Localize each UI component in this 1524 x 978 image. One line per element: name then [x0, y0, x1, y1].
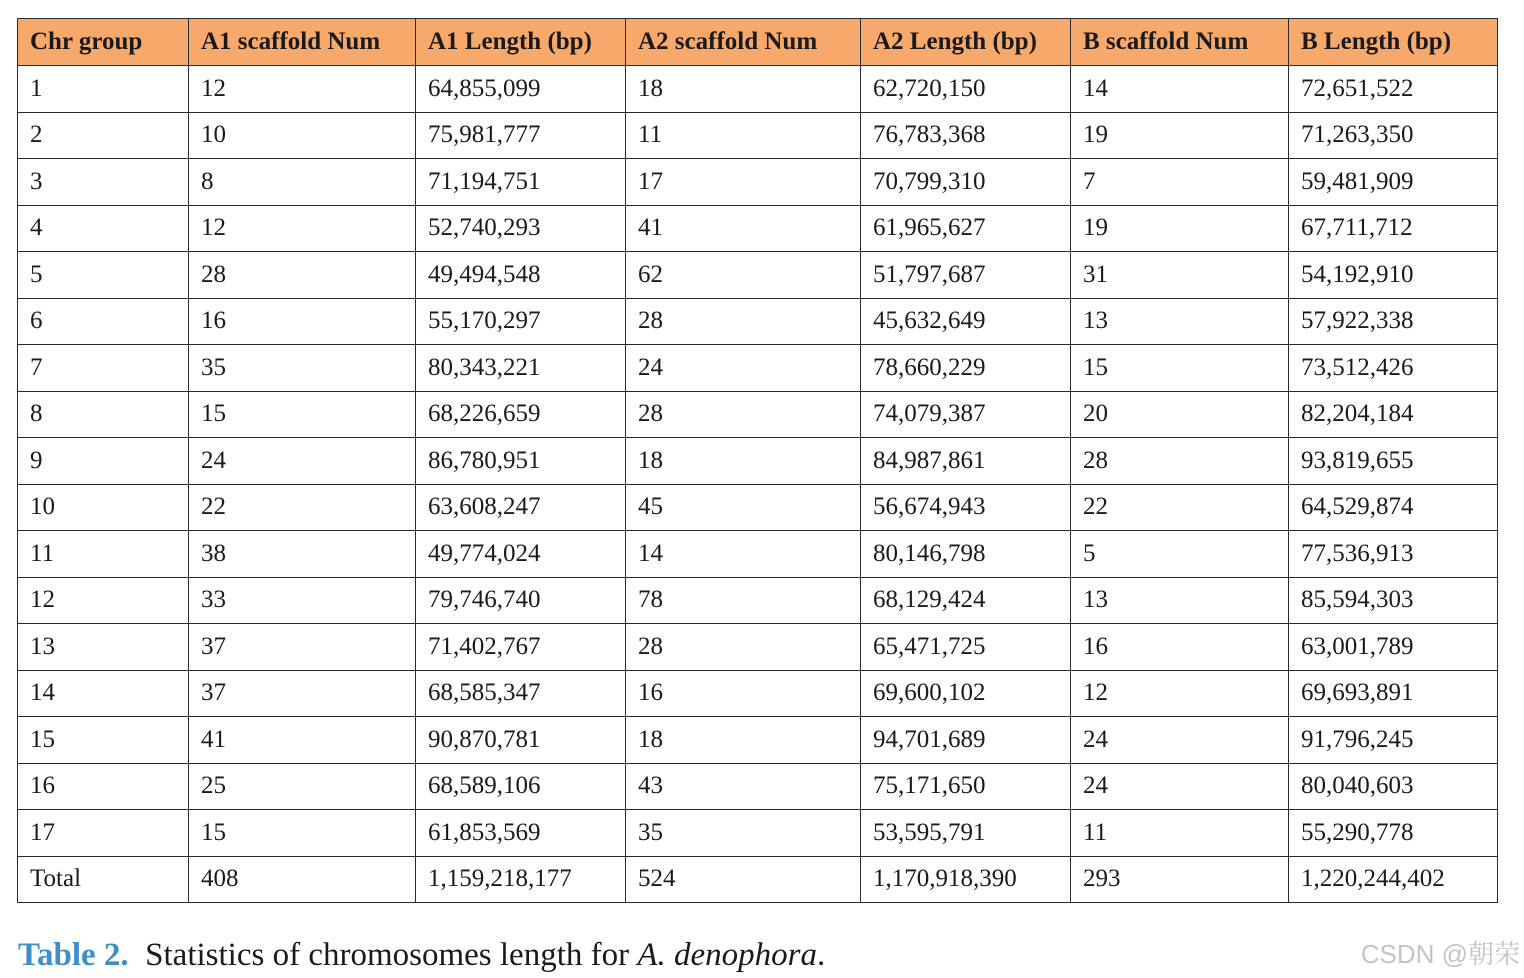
table-row [18, 577, 1498, 624]
table-cell: 45,632,649 [861, 298, 1071, 345]
table-row [18, 624, 1498, 671]
total-row [18, 856, 1498, 903]
table-cell: 25 [189, 763, 416, 810]
table-cell: 24 [189, 438, 416, 485]
table-cell: 94,701,689 [861, 717, 1071, 764]
table-cell: 57,922,338 [1289, 298, 1498, 345]
table-cell: 54,192,910 [1289, 252, 1498, 299]
table-cell: 85,594,303 [1289, 577, 1498, 624]
table-cell: 11 [626, 112, 861, 159]
table-cell: 37 [189, 624, 416, 671]
table-cell: 68,585,347 [416, 670, 626, 717]
table-cell: 1,159,218,177 [416, 856, 626, 903]
table-cell: 28 [626, 391, 861, 438]
table-row [18, 438, 1498, 485]
table-cell: 49,774,024 [416, 531, 626, 578]
table-cell: 78,660,229 [861, 345, 1071, 392]
table-cell: 14 [18, 670, 189, 717]
table-cell: 65,471,725 [861, 624, 1071, 671]
table-cell: 17 [18, 810, 189, 857]
table-cell: 84,987,861 [861, 438, 1071, 485]
table-cell: 62,720,150 [861, 66, 1071, 113]
table-cell: 6 [18, 298, 189, 345]
table-cell: 80,146,798 [861, 531, 1071, 578]
table-cell: 13 [1071, 577, 1289, 624]
table-row [18, 391, 1498, 438]
table-cell: 55,290,778 [1289, 810, 1498, 857]
table-cell: 80,040,603 [1289, 763, 1498, 810]
table-cell: 35 [626, 810, 861, 857]
table-cell: 12 [189, 205, 416, 252]
table-cell: 9 [18, 438, 189, 485]
table-row [18, 763, 1498, 810]
table-cell: 59,481,909 [1289, 159, 1498, 206]
table-cell: 28 [626, 298, 861, 345]
table-cell: 64,529,874 [1289, 484, 1498, 531]
column-header: A1 scaffold Num [189, 19, 416, 66]
caption-species: A. denophora [637, 937, 817, 973]
table-cell: 49,494,548 [416, 252, 626, 299]
table-cell: 15 [18, 717, 189, 764]
table-cell: 18 [626, 438, 861, 485]
table-cell: 11 [1071, 810, 1289, 857]
table-header [18, 19, 1498, 66]
table-cell: 38 [189, 531, 416, 578]
table-cell: 16 [189, 298, 416, 345]
table-cell: 14 [1071, 66, 1289, 113]
table-cell: 14 [626, 531, 861, 578]
column-header: A2 scaffold Num [626, 19, 861, 66]
table-cell: 33 [189, 577, 416, 624]
table-cell: 55,170,297 [416, 298, 626, 345]
table-cell: 72,651,522 [1289, 66, 1498, 113]
table-row [18, 531, 1498, 578]
table-cell: 28 [1071, 438, 1289, 485]
table-cell: 7 [1071, 159, 1289, 206]
table-cell: 15 [1071, 345, 1289, 392]
table-row [18, 810, 1498, 857]
table-cell: 37 [189, 670, 416, 717]
column-header: A1 Length (bp) [416, 19, 626, 66]
table-row [18, 670, 1498, 717]
table-cell: 41 [189, 717, 416, 764]
table-cell: 75,171,650 [861, 763, 1071, 810]
table-cell: 3 [18, 159, 189, 206]
table-cell: 17 [626, 159, 861, 206]
table-row [18, 484, 1498, 531]
table-cell: 51,797,687 [861, 252, 1071, 299]
table-cell: 524 [626, 856, 861, 903]
table-cell: 22 [189, 484, 416, 531]
table-caption [18, 933, 825, 977]
caption-label: Table 2. [18, 937, 129, 973]
table-row [18, 717, 1498, 764]
table-cell: 15 [189, 810, 416, 857]
table-cell: 1,170,918,390 [861, 856, 1071, 903]
watermark: CSDN @朝荣 [1360, 939, 1520, 969]
table-cell: 61,853,569 [416, 810, 626, 857]
table-cell: 13 [18, 624, 189, 671]
table-cell: Total [18, 856, 189, 903]
table-cell: 71,402,767 [416, 624, 626, 671]
table-cell: 1,220,244,402 [1289, 856, 1498, 903]
table-cell: 20 [1071, 391, 1289, 438]
table-cell: 69,600,102 [861, 670, 1071, 717]
table-cell: 79,746,740 [416, 577, 626, 624]
table-cell: 12 [18, 577, 189, 624]
table-row [18, 205, 1498, 252]
table-row [18, 159, 1498, 206]
caption-end: . [817, 937, 826, 973]
table-cell: 5 [1071, 531, 1289, 578]
table-cell: 77,536,913 [1289, 531, 1498, 578]
table-cell: 12 [1071, 670, 1289, 717]
table-cell: 15 [189, 391, 416, 438]
table-cell: 78 [626, 577, 861, 624]
table-cell: 11 [18, 531, 189, 578]
table-cell: 16 [626, 670, 861, 717]
table-cell: 62 [626, 252, 861, 299]
table-cell: 16 [1071, 624, 1289, 671]
table-cell: 19 [1071, 205, 1289, 252]
table-row [18, 112, 1498, 159]
table-row [18, 252, 1498, 299]
table-cell: 73,512,426 [1289, 345, 1498, 392]
table-cell: 24 [626, 345, 861, 392]
table-cell: 61,965,627 [861, 205, 1071, 252]
table-cell: 293 [1071, 856, 1289, 903]
table-cell: 408 [189, 856, 416, 903]
table-cell: 63,001,789 [1289, 624, 1498, 671]
table-cell: 52,740,293 [416, 205, 626, 252]
table-cell: 12 [189, 66, 416, 113]
table-cell: 45 [626, 484, 861, 531]
table-cell: 70,799,310 [861, 159, 1071, 206]
column-header: B Length (bp) [1289, 19, 1498, 66]
table-cell: 71,194,751 [416, 159, 626, 206]
table-row [18, 345, 1498, 392]
table-cell: 90,870,781 [416, 717, 626, 764]
table-cell: 13 [1071, 298, 1289, 345]
table-cell: 2 [18, 112, 189, 159]
table-cell: 22 [1071, 484, 1289, 531]
table-cell: 68,226,659 [416, 391, 626, 438]
table-cell: 35 [189, 345, 416, 392]
table-cell: 8 [189, 159, 416, 206]
table-cell: 64,855,099 [416, 66, 626, 113]
table-cell: 16 [18, 763, 189, 810]
table-cell: 68,129,424 [861, 577, 1071, 624]
table-cell: 68,589,106 [416, 763, 626, 810]
table-cell: 10 [18, 484, 189, 531]
chromosome-stats-table [17, 18, 1498, 903]
table-row [18, 298, 1498, 345]
table-cell: 28 [189, 252, 416, 299]
table-cell: 1 [18, 66, 189, 113]
table-cell: 8 [18, 391, 189, 438]
table-cell: 7 [18, 345, 189, 392]
table-cell: 5 [18, 252, 189, 299]
table-cell: 82,204,184 [1289, 391, 1498, 438]
table-cell: 56,674,943 [861, 484, 1071, 531]
column-header: B scaffold Num [1071, 19, 1289, 66]
table-cell: 69,693,891 [1289, 670, 1498, 717]
table-cell: 75,981,777 [416, 112, 626, 159]
table-cell: 91,796,245 [1289, 717, 1498, 764]
table-cell: 10 [189, 112, 416, 159]
table-body [18, 66, 1498, 903]
table-cell: 19 [1071, 112, 1289, 159]
table-cell: 24 [1071, 717, 1289, 764]
column-header: Chr group [18, 19, 189, 66]
table-cell: 4 [18, 205, 189, 252]
column-header: A2 Length (bp) [861, 19, 1071, 66]
table-cell: 67,711,712 [1289, 205, 1498, 252]
table-cell: 41 [626, 205, 861, 252]
header-row [18, 19, 1498, 66]
table-cell: 28 [626, 624, 861, 671]
table-cell: 43 [626, 763, 861, 810]
table-cell: 18 [626, 66, 861, 113]
table-cell: 74,079,387 [861, 391, 1071, 438]
table-cell: 80,343,221 [416, 345, 626, 392]
table-cell: 63,608,247 [416, 484, 626, 531]
table-cell: 31 [1071, 252, 1289, 299]
table-cell: 86,780,951 [416, 438, 626, 485]
table-cell: 93,819,655 [1289, 438, 1498, 485]
table-cell: 71,263,350 [1289, 112, 1498, 159]
caption-text: Statistics of chromosomes length for [145, 937, 638, 973]
table-cell: 76,783,368 [861, 112, 1071, 159]
table-cell: 24 [1071, 763, 1289, 810]
table-cell: 18 [626, 717, 861, 764]
table-cell: 53,595,791 [861, 810, 1071, 857]
table-row [18, 66, 1498, 113]
